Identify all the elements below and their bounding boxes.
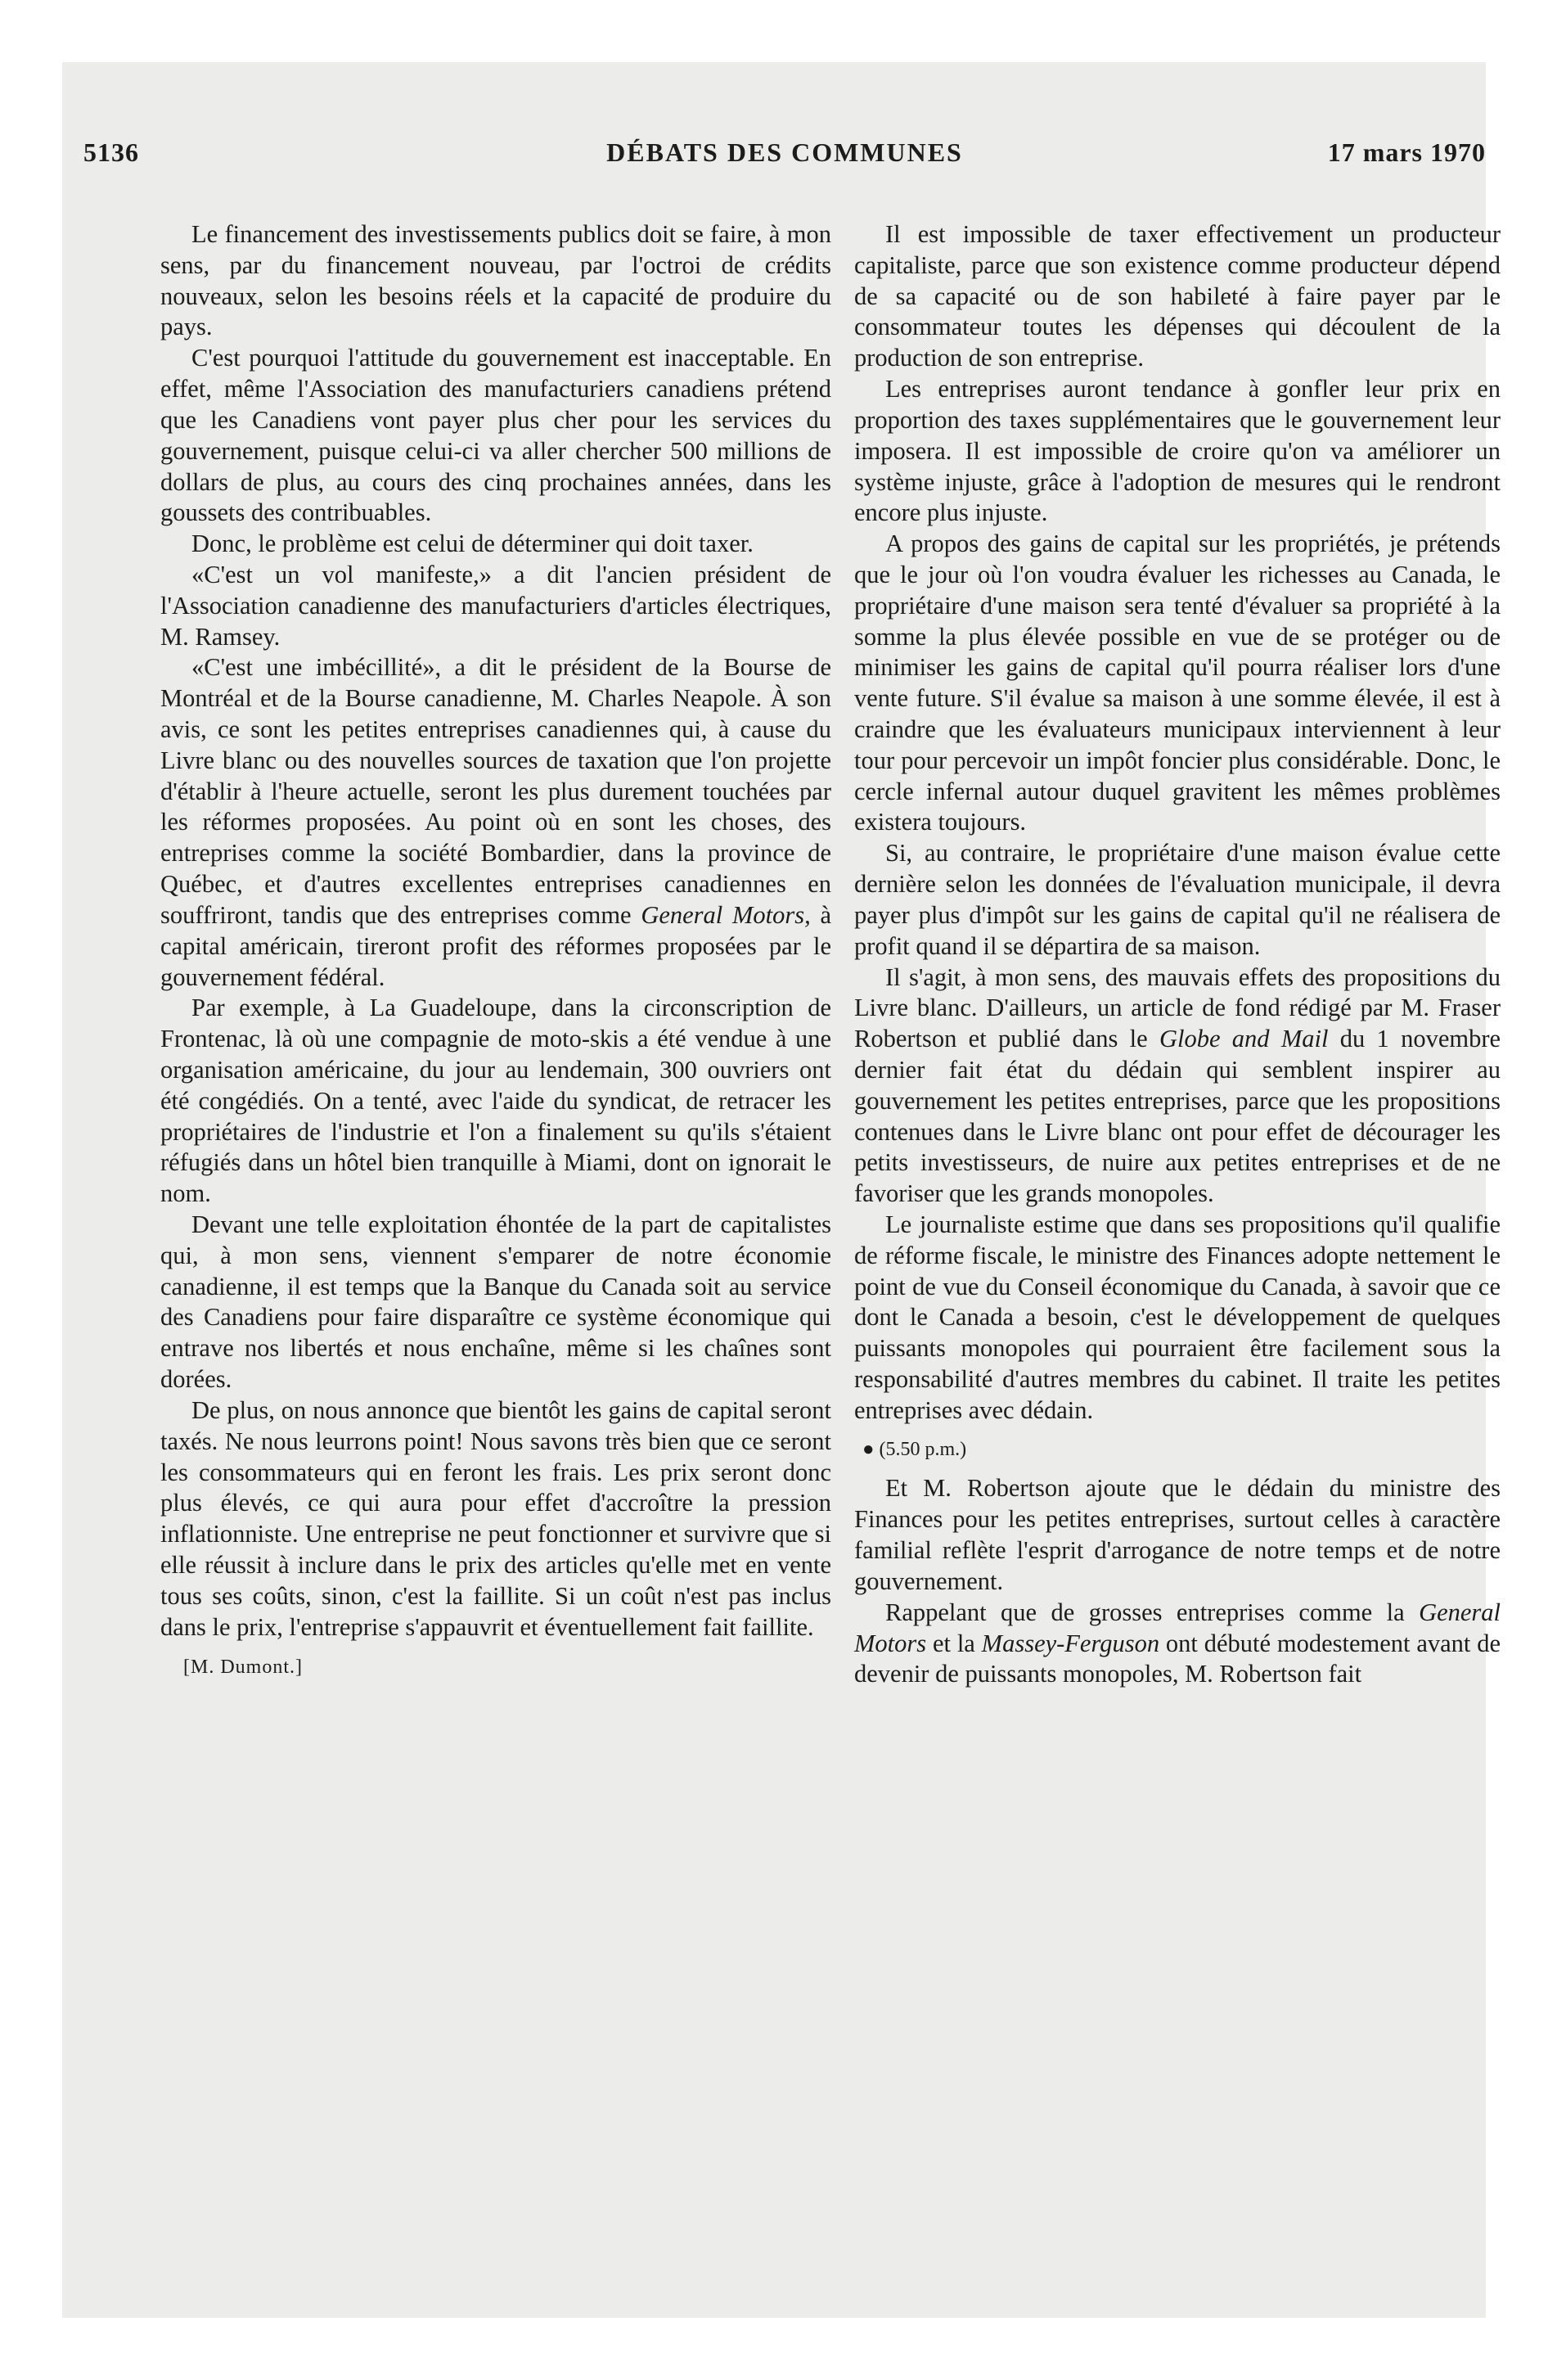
paragraph-text: à capital américain, tireront profit des réformes proposées par le gouvernement fédéral. bbox=[160, 900, 832, 991]
paragraph: Le journaliste estime que dans ses propositions qu'il qualifie de réforme fiscale, le ministre des Finances adopte nettement le point de vue du Conseil économique du Canada, à savoir que ce dont le Canada a besoin, c'est le développement de quelques puissants monopoles qui pourraient être facilement sous la responsabilité d'autres membres du cabinet. Il traite les petites entreprises avec dédain. bbox=[854, 1210, 1501, 1424]
paragraph: Les entreprises auront tendance à gonfler leur prix en proportion des taxes supplémentaires que le gouvernement leur imposera. Il est impossible de croire qu'on va améliorer un système injuste, grâce à l'adoption de mesures qui le rendront encore plus injuste. bbox=[854, 375, 1501, 527]
paragraph: C'est pourquoi l'attitude du gouvernement est inacceptable. En effet, même l'Association des manufacturiers canadiens prétend que les Canadiens vont payer plus cher pour les services du gouvernement, puisque celui-ci va aller chercher 500 millions de dollars de plus, au cours des cinq prochaines années, dans les goussets des contribuables. bbox=[160, 344, 831, 527]
paragraph bbox=[854, 1598, 1501, 1690]
speaker-signature: [M. Dumont.] bbox=[183, 1657, 303, 1679]
paragraph: Si, au contraire, le propriétaire d'une maison évalue cette dernière selon les données de l'évaluation municipale, il devra payer plus d'impôt sur les gains de capital qu'il ne réalisera de profit quand il se départira de sa maison. bbox=[854, 839, 1501, 960]
page-title: DÉBATS DES COMMUNES bbox=[606, 137, 963, 167]
paragraph: Devant une telle exploitation éhontée de la part de capitalistes qui, à mon sens, viennent s'emparer de notre économie canadienne, il est temps que la Banque du Canada soit au service des Canadiens pour faire disparaître ce système économique qui entrave nos libertés et nous enchaîne, même si les chaînes sont dorées. bbox=[160, 1210, 831, 1394]
paragraph-text: ont débuté modestement avant de devenir de puissants monopoles, M. Robertson fait bbox=[854, 1629, 1501, 1688]
paragraph: De plus, on nous annonce que bientôt les gains de capital seront taxés. Ne nous leurrons point! Nous savons très bien que ce seront les consommateurs qui en feront les frais. Les prix seront donc plus élevés, ce qui aura pour effet d'accroître la pression inflationniste. Une entreprise ne peut fonctionner et survivre que si elle réussit à inclure dans le prix des articles qu'elle met en vente tous ses coûts, sinon, c'est la faillite. Si un coût n'est pas inclus dans le prix, l'entreprise s'appauvrit et éventuellement fait faillite. bbox=[160, 1395, 831, 1641]
paragraph-text: et la bbox=[932, 1629, 975, 1657]
paragraph: A propos des gains de capital sur les propriétés, je prétends que le jour où l'on voudra évaluer les richesses au Canada, le propriétaire d'une maison sera tenté d'évaluer sa propriété à la somme la plus élevée possible en vue de se protéger ou de minimiser les gains de capital qu'il pourra réaliser lors d'une vente future. S'il évalue sa maison à une somme élevée, il est à craindre que les évaluateurs municipaux interviennent à leur tour pour percevoir un impôt foncier plus considérable. Donc, le cercle infernal autour duquel gravitent les mêmes problèmes existera toujours. bbox=[854, 530, 1501, 836]
page-number: 5136 bbox=[83, 137, 139, 167]
italic-company-name: General Motors bbox=[854, 1598, 1501, 1657]
right-column-clip bbox=[854, 0, 1501, 2380]
time-marker-text: (5.50 p.m.) bbox=[879, 1438, 967, 1460]
paragraph: Et M. Robertson ajoute que le dédain du ministre des Finances pour les petites entreprises, surtout celles à caractère familial reflète l'esprit d'arrogance de notre temps et de notre gouvernement. bbox=[854, 1474, 1501, 1595]
italic-company-name: General Motors, bbox=[641, 900, 811, 929]
italic-newspaper-name: Globe and Mail bbox=[1159, 1025, 1329, 1053]
paragraph: Le financement des investissements publics doit se faire, à mon sens, par du financement nouveau, par l'octroi de crédits nouveaux, selon les besoins réels et la capacité de produire du pays. bbox=[160, 220, 831, 341]
paragraph bbox=[854, 962, 1501, 1210]
paragraph-text: Il s'agit, à mon sens, des mauvais effets des propositions du Livre blanc. D'ailleurs, un article de fond rédigé par M. Fraser Robertson et publié dans le bbox=[854, 962, 1501, 1053]
left-column bbox=[160, 219, 831, 1680]
paragraph-text: Rappelant que de grosses entreprises comme la bbox=[885, 1598, 1405, 1626]
paragraph: Il est impossible de taxer effectivement un producteur capitaliste, parce que son existence comme producteur dépend de sa capacité ou de son habileté à faire payer par le consommateur toutes les dépenses qui découlent de la production de son entreprise. bbox=[854, 220, 1501, 372]
paragraph: Par exemple, à La Guadeloupe, dans la circonscription de Frontenac, là où une compagnie de moto-skis a été vendue à une organisation américaine, du jour au lendemain, 300 ouvriers ont été congédiés. On a tenté, avec l'aide du syndicat, de retracer les propriétaires de l'industrie et l'on a finalement su qu'ils s'étaient réfugiés dans un hôtel bien tranquille à Miami, dont on ignorait le nom. bbox=[160, 994, 831, 1208]
page-date: 17 mars 1970 bbox=[1327, 137, 1486, 167]
paragraph: «C'est un vol manifeste,» a dit l'ancien président de l'Association canadienne des manufacturiers d'articles électriques, M. Ramsey. bbox=[160, 560, 831, 651]
time-marker: ● (5.50 p.m.) bbox=[862, 1438, 967, 1460]
paragraph-text: «C'est une imbécillité», a dit le président de la Bourse de Montréal et de la Bourse canadienne, M. Charles Neapole. À son avis, ce sont les petites entreprises canadiennes qui, à cause du Livre blanc ou des nouvelles sources de taxation que l'on projette d'établir à l'heure actuelle, seront les plus durement touchées par les réformes proposées. Au point où en sont les choses, des entreprises comme la société Bombardier, dans la province de Québec, et d'autres excellentes entreprises canadiennes en souffriront, tandis que des entreprises comme bbox=[160, 653, 831, 929]
paragraph bbox=[160, 652, 831, 993]
italic-company-name: Massey-Ferguson bbox=[981, 1629, 1160, 1657]
right-column bbox=[854, 219, 1501, 1690]
paragraph-text: du 1 novembre dernier fait état du dédain qui semblent inspirer au gouvernement les petites entreprises, parce que les propositions contenues dans le Livre blanc ont pour effet de décourager les petits investisseurs, de nuire aux petites entreprises et de ne favoriser que les grands monopoles. bbox=[854, 1025, 1501, 1208]
paragraph: Donc, le problème est celui de déterminer qui doit taxer. bbox=[191, 530, 754, 558]
